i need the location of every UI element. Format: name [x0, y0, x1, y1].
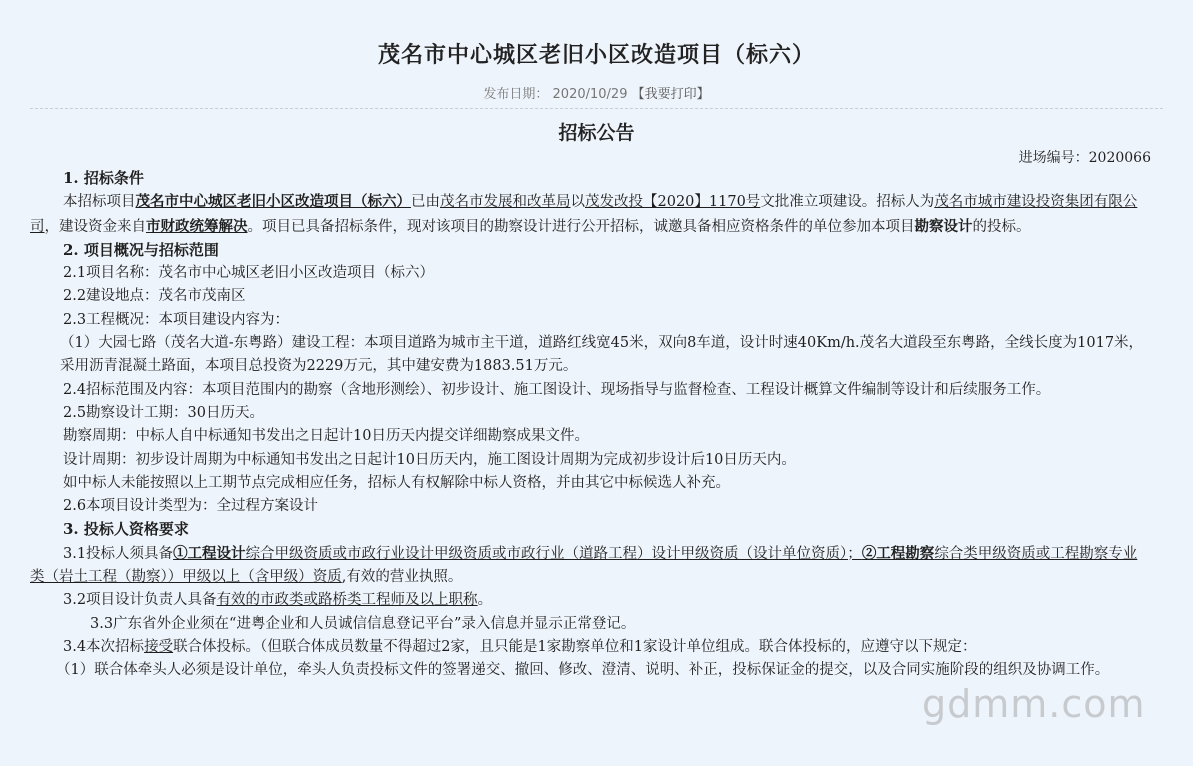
section-3-title: 3. 投标人资格要求 — [63, 520, 189, 539]
design-lead-title: 有效的市政类或路桥类工程师及以上职称 — [216, 592, 478, 609]
project-detail-line: （1）大园七路（茂名大道-东粤路）建设工程：本项目道路为城市主干道，道路红线宽45米，双向8车道，设计时速40Km/h.茂名大道段至东粤路，全线长度为1017米，采用沥青混凝土路面，本项目总投资为2229万元，其中建安费为1883.51万元。 — [60, 335, 1144, 375]
survey-qualification: ②工程勘察 — [861, 544, 935, 562]
text-run: 。 — [477, 592, 493, 609]
survey-period-line: 勘察周期：中标人自中标通知书发出之日起计10日历天内提交详细勘察成果文件。 — [63, 428, 589, 445]
consortium-line — [30, 636, 1148, 659]
survey-qualification-detail: 综合类甲级资质或工程勘察专业类（岩土工程（勘察））甲级以上（含甲级）资质 — [30, 545, 1138, 586]
text-run: ，建设资金来自 — [44, 218, 146, 235]
duration-line: 2.5勘察设计工期：30日历天。 — [63, 404, 265, 421]
site-watermark: gdmm.com — [922, 682, 1146, 726]
project-name-line: 2.1项目名称：茂名市中心城区老旧小区改造项目（标六） — [63, 265, 435, 282]
qualification-line — [30, 542, 1148, 590]
publish-date: 2020/10/29 — [552, 87, 628, 102]
text-run: 3.4本次招标 — [63, 638, 145, 655]
design-lead-line — [30, 589, 1148, 612]
section-1-title: 1. 招标条件 — [63, 169, 144, 187]
design-qualification-detail: 综合甲级资质或市政行业设计甲级资质或市政行业（道路工程）设计甲级资质（设计单位资质）； — [245, 545, 862, 562]
text-run: 3.2项目设计负责人具备 — [63, 592, 217, 609]
entry-number: 进场编号：2020066 — [1018, 150, 1151, 166]
funding-source: 市财政统筹解决 — [146, 217, 248, 235]
tender-scope-line: 2.4招标范围及内容：本项目范围内的勘察（含地形测绘）、初步设计、施工图设计、现场指导与监督检查、工程设计概算文件编制等设计和后续服务工作。 — [63, 381, 1051, 398]
consortium-rule-line: （1）联合体牵头人必须是设计单位，牵头人负责投标文件的签署递交、撤回、修改、澄清、说明、补正，投标保证金的提交，以及合同实施阶段的组织及协调工作。 — [56, 662, 1110, 679]
print-link[interactable]: 【我要打印】 — [631, 87, 710, 102]
text-run: 联合体投标。（但联合体成员数量不得超过2家，且只能是1家勘察单位和1家设计单位组成。联合体投标的，应遵守以下规定： — [173, 638, 977, 655]
tenderer-name: 茂名市城市建设投资集团有限公司 — [30, 194, 1138, 235]
text-run: 已由 — [411, 194, 440, 211]
approval-document: 茂发改投【2020】1170号 — [585, 194, 761, 211]
text-run: 以 — [570, 194, 585, 211]
design-qualification: ①工程设计 — [173, 544, 246, 562]
penalty-line: 如中标人未能按照以上工期节点完成相应任务，招标人有权解除中标人资格，并由其它中标候选人补充。 — [63, 474, 730, 491]
tender-scope: 勘察设计 — [914, 217, 973, 235]
text-run: 文批准立项建设。招标人为 — [760, 194, 935, 211]
project-overview-line: 2.3工程概况：本项目建设内容为： — [63, 311, 290, 328]
announcement-body — [30, 167, 1148, 683]
design-period-line: 设计周期：初步设计周期为中标通知书发出之日起计10日历天内，施工图设计周期为完成初步设计后10日历天内。 — [63, 451, 796, 468]
text-run: 3.1投标人须具备 — [63, 545, 174, 562]
announcement-heading: 招标公告 — [558, 122, 635, 144]
section-2-title: 2. 项目概况与招标范围 — [63, 240, 219, 259]
text-run: 。项目已具备招标条件，现对该项目的勘察设计进行公开招标，诚邀具备相应资格条件的单位参加本项目 — [247, 218, 915, 235]
text-run: 本招标项目 — [63, 194, 136, 211]
out-of-province-line: 3.3广东省外企业须在“进粤企业和人员诚信信息登记平台”录入信息并显示正常登记。 — [90, 615, 636, 632]
design-type-line: 2.6本项目设计类型为：全过程方案设计 — [63, 498, 319, 515]
approval-authority: 茂名市发展和改革局 — [440, 194, 571, 211]
consortium-accepted: 接受 — [144, 638, 174, 655]
text-run: ,有效的营业执照。 — [341, 569, 463, 586]
project-name: 茂名市中心城区老旧小区改造项目（标六） — [135, 193, 411, 211]
title-divider — [30, 108, 1163, 109]
publish-date-label: 发布日期： — [483, 87, 549, 102]
section-1-paragraph — [30, 190, 1148, 239]
page-title: 茂名市中心城区老旧小区改造项目（标六） — [377, 43, 815, 68]
text-run: 的投标。 — [972, 218, 1031, 235]
publish-info — [0, 83, 1193, 102]
project-location-line: 2.2建设地点：茂名市茂南区 — [63, 288, 246, 305]
